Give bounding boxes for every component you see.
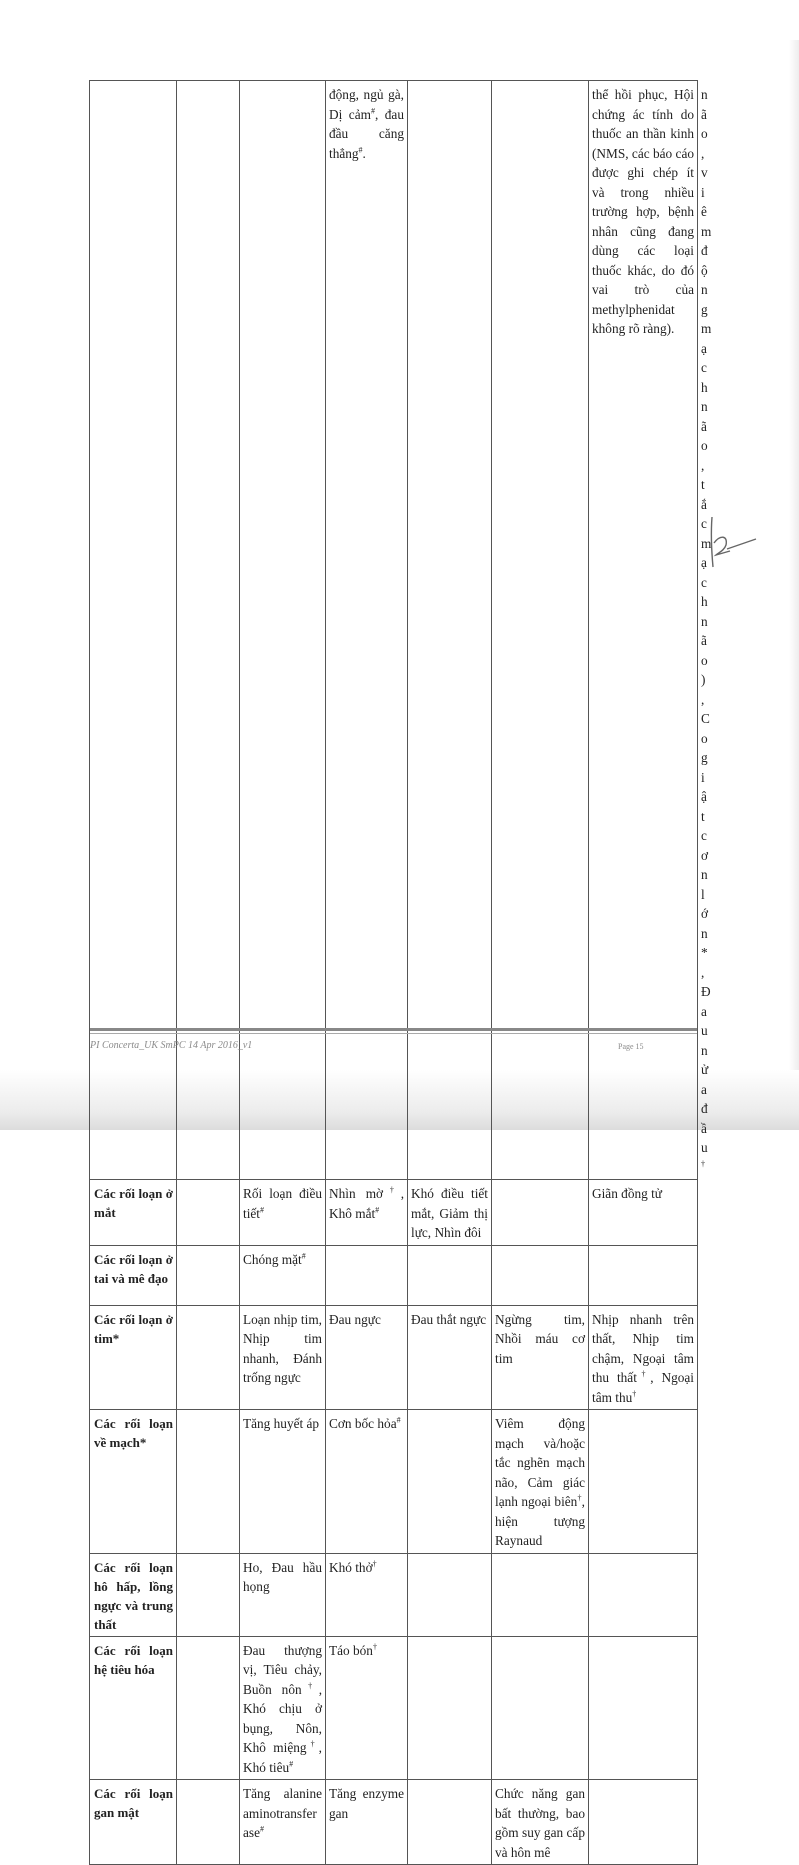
frequency-cell <box>408 1410 492 1554</box>
table-row <box>90 1410 698 1554</box>
frequency-cell <box>492 81 589 1180</box>
table-row: động, ngủ gà, Dị cảm#, đau đầu căng thẳng#. thể hồi phục, Hội chứng ác tính do thuốc an thần kinh (NMS, các báo cáo được ghi chép ít và trong nhiều trường hợp, bệnh nhân cũng đang dùng các loại thuốc khác, do đó vai trò của methylphenidat không rõ ràng). não, viêm động mạch não, tắc mạch não), Co giật cơn lớn*, Đau n u† <box>90 81 698 1180</box>
frequency-cell: Đau thượng vị, Tiêu chảy, Buồn nôn†, Khó chịu ở bụng, Nôn, Khô miệng†, Khó tiêu# <box>240 1636 326 1780</box>
frequency-cell: Tăng enzyme gan <box>326 1780 408 1865</box>
frequency-cell: Khó điều tiết mắt, Giảm thị lực, Nhìn đôi <box>408 1180 492 1246</box>
frequency-cell: Tăng alanine aminotransfer ase# <box>240 1780 326 1865</box>
frequency-cell <box>177 1410 240 1554</box>
table-row <box>90 1553 698 1636</box>
frequency-cell: Khó thở† <box>326 1553 408 1636</box>
frequency-cell <box>589 1245 698 1305</box>
frequency-cell: Viêm động mạch và/hoặc tắc nghẽn mạch não, Cảm giác lạnh ngoại biên†, hiện tượng Raynaud <box>492 1410 589 1554</box>
frequency-cell <box>408 1245 492 1305</box>
frequency-cell: Rối loạn điều tiết# <box>240 1180 326 1246</box>
frequency-cell <box>177 1636 240 1780</box>
frequency-cell <box>589 1410 698 1554</box>
table-row <box>90 1180 698 1246</box>
frequency-cell: Nhìn mờ†, Khô mắt# <box>326 1180 408 1246</box>
frequency-cell: Loạn nhịp tim, Nhịp tim nhanh, Đánh trống ngực <box>240 1305 326 1410</box>
frequency-cell <box>408 1553 492 1636</box>
frequency-cell <box>177 1553 240 1636</box>
table-row <box>90 1780 698 1865</box>
frequency-cell <box>492 1245 589 1305</box>
frequency-cell <box>177 1305 240 1410</box>
frequency-cell <box>240 81 326 1180</box>
frequency-cell <box>589 1636 698 1780</box>
frequency-cell: Giãn đồng tử <box>589 1180 698 1246</box>
table-row <box>90 1636 698 1780</box>
organ-class-cell: Các rối loạn ở tim* <box>90 1305 177 1410</box>
frequency-cell: Nhịp nhanh trên thất, Nhịp tim chậm, Ngoại tâm thu thất†, Ngoại tâm thu† <box>589 1305 698 1410</box>
frequency-cell: Cơn bốc hỏa# <box>326 1410 408 1554</box>
frequency-cell: Ho, Đau hầu họng <box>240 1553 326 1636</box>
organ-class-cell: Các rối loạn hệ tiêu hóa <box>90 1636 177 1780</box>
organ-class-cell: Các rối loạn ở mắt <box>90 1180 177 1246</box>
footer-document-id: PI Concerta_UK SmPC 14 Apr 2016_v1 <box>90 1040 253 1051</box>
table-row <box>90 1305 698 1410</box>
handwritten-mark <box>700 515 760 570</box>
frequency-cell <box>177 81 240 1180</box>
organ-class-cell: Các rối loạn ở tai và mê đạo <box>90 1245 177 1305</box>
footer-rule-thin <box>90 1033 697 1034</box>
frequency-cell <box>408 1780 492 1865</box>
frequency-cell <box>326 1245 408 1305</box>
frequency-cell <box>408 1636 492 1780</box>
frequency-cell <box>177 1180 240 1246</box>
organ-class-cell: Các rối loạn về mạch* <box>90 1410 177 1554</box>
frequency-cell: thể hồi phục, Hội chứng ác tính do thuốc an thần kinh (NMS, các báo cáo được ghi chép ít và trong nhiều trường hợp, bệnh nhân cũng đang dùng các loại thuốc khác, do đó vai trò của methylphenidat không rõ ràng). <box>589 81 698 1180</box>
frequency-cell: Chức năng gan bất thường, bao gồm suy gan cấp và hôn mê <box>492 1780 589 1865</box>
organ-class-cell: Các rối loạn hô hấp, lồng ngực và trung thất <box>90 1553 177 1636</box>
frequency-cell: Đau ngực <box>326 1305 408 1410</box>
frequency-cell <box>492 1180 589 1246</box>
frequency-cell <box>589 1553 698 1636</box>
frequency-cell: động, ngủ gà, Dị cảm#, đau đầu căng thẳng#. <box>326 81 408 1180</box>
frequency-cell <box>492 1636 589 1780</box>
frequency-cell: Chóng mặt# <box>240 1245 326 1305</box>
table-row <box>90 1245 698 1305</box>
frequency-cell <box>589 1780 698 1865</box>
organ-class-cell <box>90 81 177 1180</box>
frequency-cell <box>177 1780 240 1865</box>
frequency-cell <box>177 1245 240 1305</box>
frequency-cell: Đau thắt ngực <box>408 1305 492 1410</box>
scan-edge-shadow <box>789 40 799 1070</box>
organ-class-cell: Các rối loạn gan mật <box>90 1780 177 1865</box>
frequency-cell: Ngừng tim, Nhồi máu cơ tim <box>492 1305 589 1410</box>
footer-page-number: Page 15 <box>618 1042 644 1051</box>
adverse-reactions-table <box>89 80 712 1865</box>
frequency-cell: Tăng huyết áp <box>240 1410 326 1554</box>
frequency-cell <box>408 81 492 1180</box>
frequency-cell <box>492 1553 589 1636</box>
footer-rule <box>90 1028 697 1031</box>
frequency-cell: Táo bón† <box>326 1636 408 1780</box>
